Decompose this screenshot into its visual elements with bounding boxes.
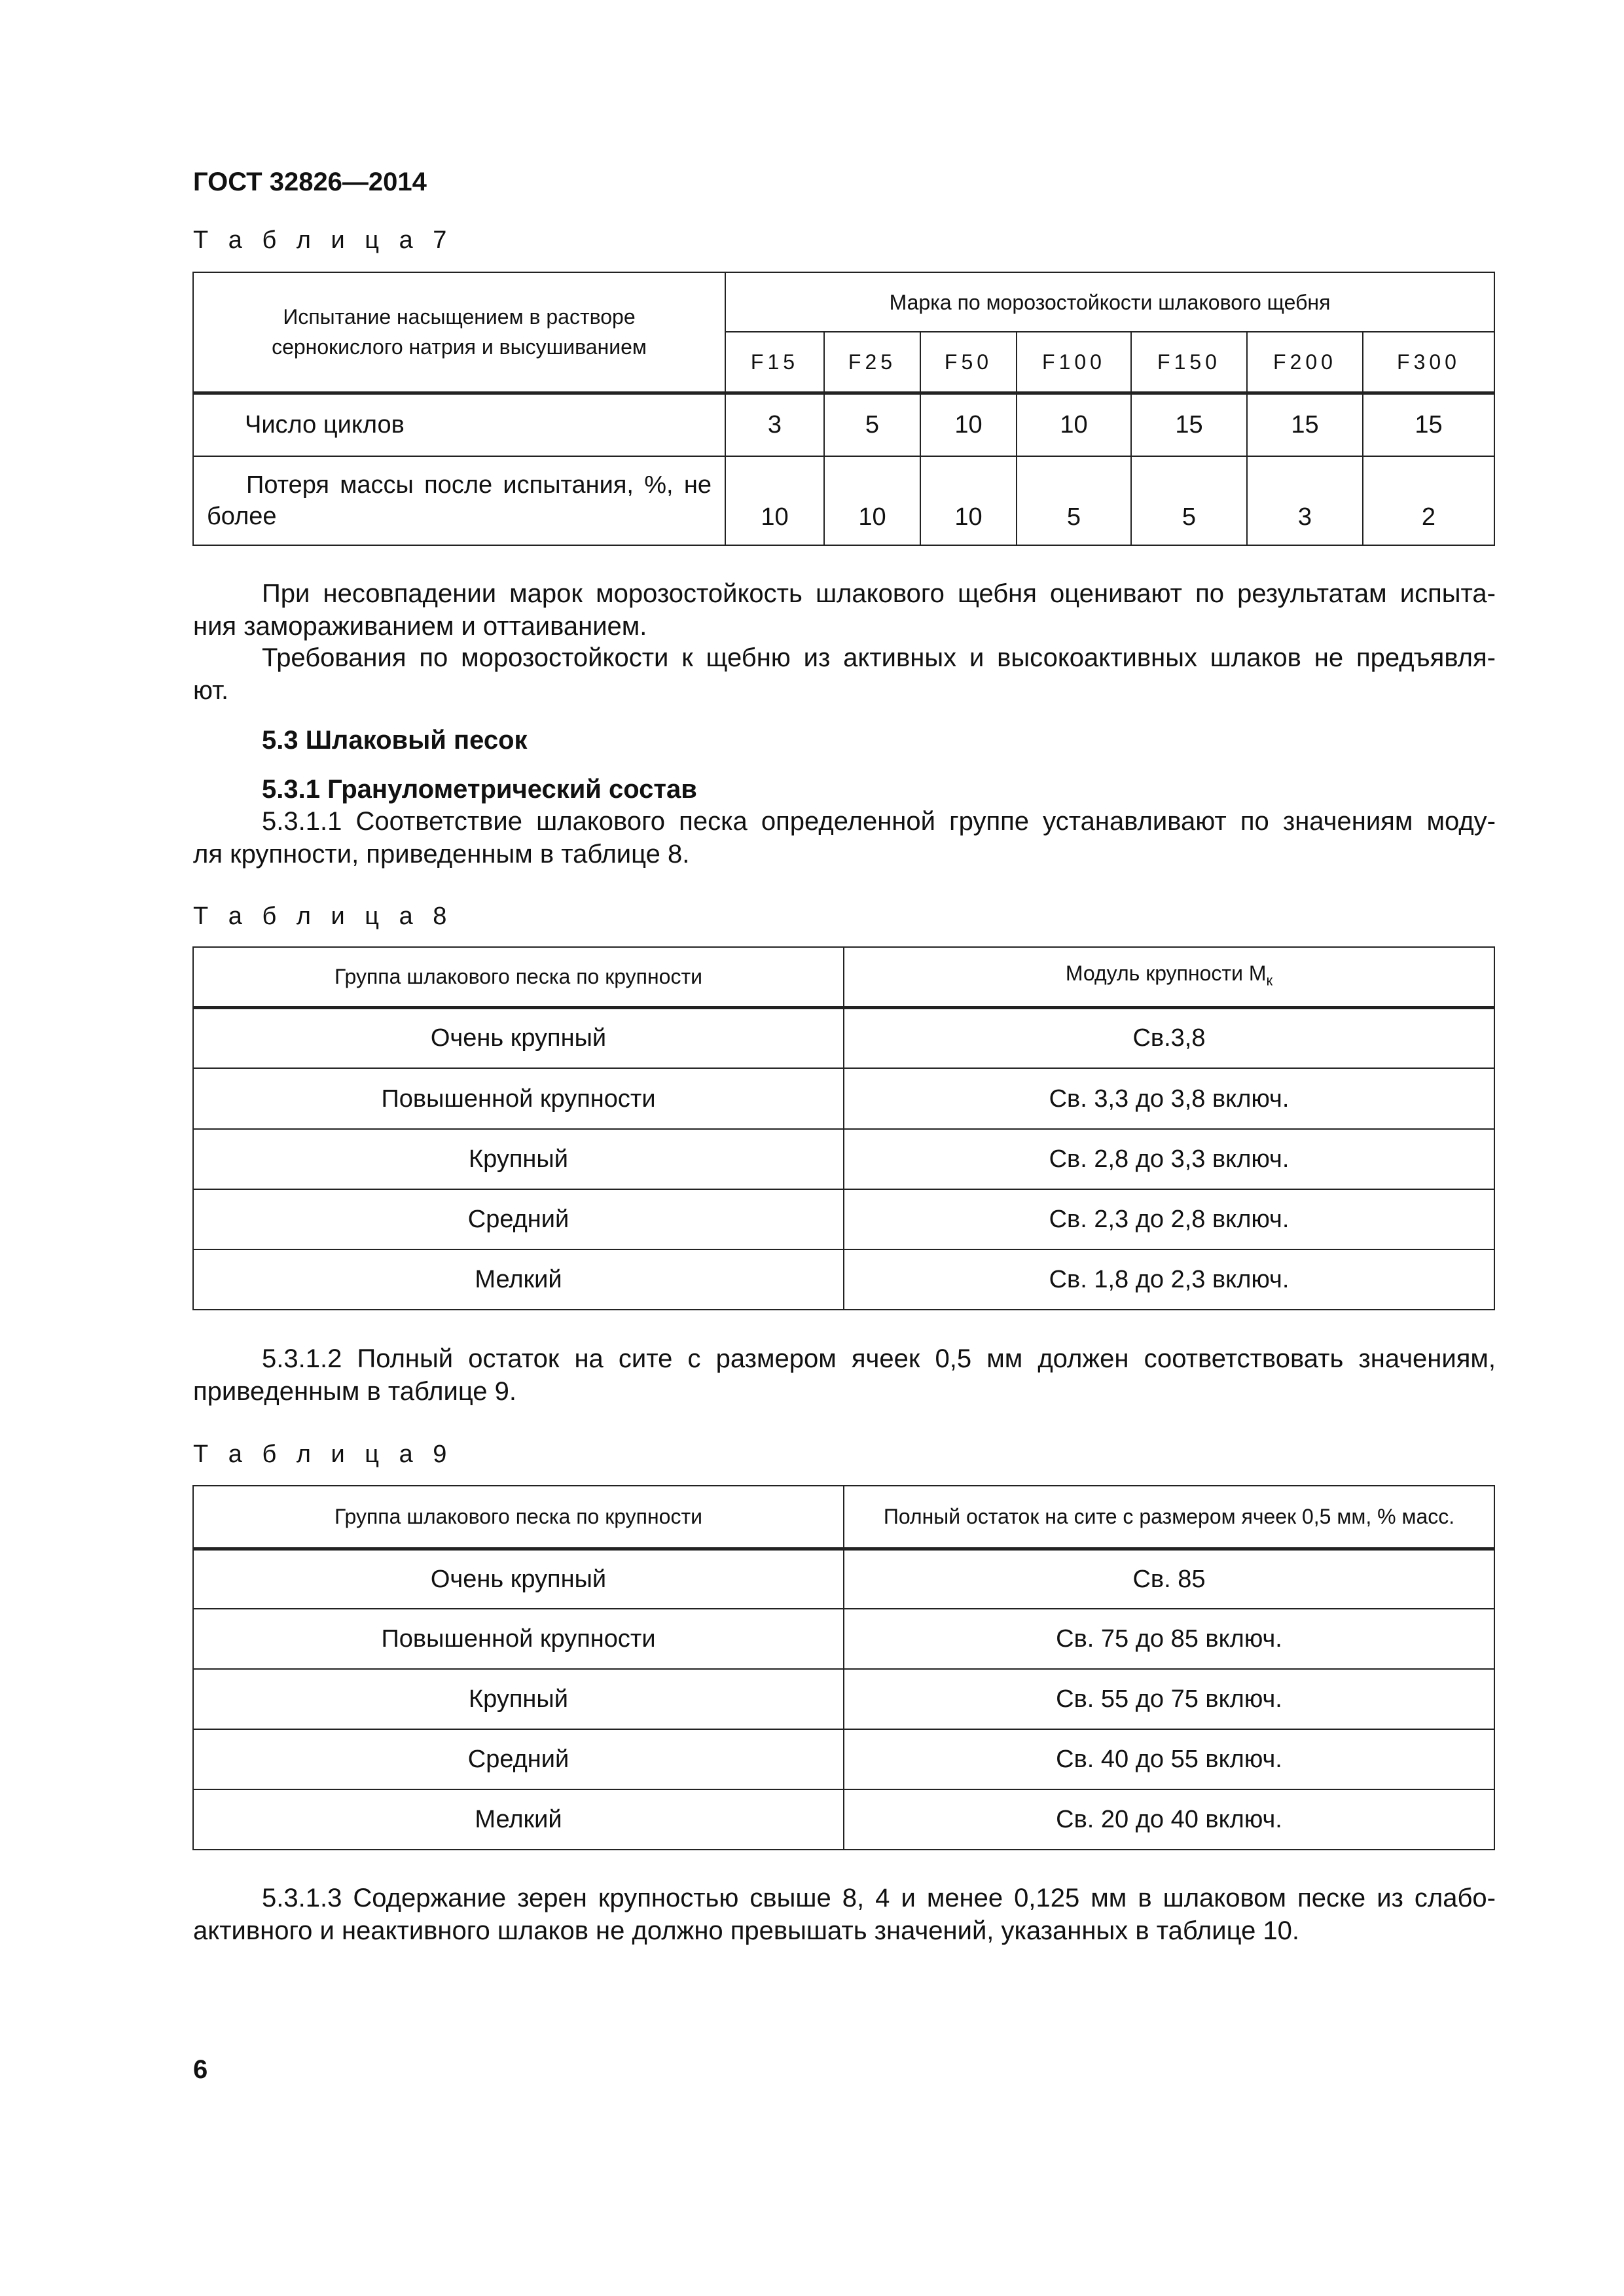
table-cell: Св.3,8 [844,1007,1494,1068]
table7-grade-header: F50 [920,332,1017,393]
table-cell: Св. 75 до 85 включ. [844,1609,1494,1669]
table-row [193,1189,1494,1249]
table-row [193,1549,1494,1609]
table-cell: 10 [1017,393,1131,456]
table-cell: Св. 40 до 55 включ. [844,1729,1494,1789]
table7-grade-header: F150 [1131,332,1247,393]
table-cell: 10 [725,456,824,545]
table-cell: 15 [1363,393,1494,456]
table-cell: Средний [193,1189,844,1249]
paragraph-requirements [193,641,1496,707]
paragraph-mismatch [193,577,1496,643]
table-row [193,456,1494,545]
table9-header-group: Группа шлакового песка по крупности [193,1486,844,1549]
table-cell: Средний [193,1729,844,1789]
table-cell: 2 [1363,456,1494,545]
paragraph-line: 5.3.1.2 Полный остаток на сите с размером ячеек 0,5 мм должен соответствовать значениям, [262,1344,1496,1373]
paragraph-line: ния замораживанием и оттаиванием. [193,612,647,641]
table-row [193,1068,1494,1129]
table-row [193,1669,1494,1729]
table7-corner-header-line1: Испытание насыщением в растворе [283,305,636,329]
table-cell: 3 [725,393,824,456]
table-cell: 5 [1131,456,1247,545]
table7-group-header: Марка по морозостойкости шлакового щебня [725,272,1494,332]
table-row [193,1249,1494,1310]
table-cell: Крупный [193,1669,844,1729]
table-cell: Очень крупный [193,1549,844,1609]
table7-corner-header-line2: сернокислого натрия и высушиванием [272,335,647,359]
table-cell: 15 [1247,393,1363,456]
table7-grade-header: F200 [1247,332,1363,393]
section-heading-5-3: 5.3 Шлаковый песок [262,726,528,755]
table-row [193,1789,1494,1850]
table-row [193,1007,1494,1068]
table-row [193,1609,1494,1669]
table8-header-modulus [844,947,1494,1007]
table-cell: 15 [1131,393,1247,456]
document-code: ГОСТ 32826—2014 [193,168,427,196]
table-cell: 10 [920,456,1017,545]
paragraph-5-3-1-3 [193,1882,1496,1947]
paragraph-5-3-1-2 [193,1342,1496,1408]
paragraph-line: 5.3.1.3 Содержание зерен крупностью свыше 8, 4 и менее 0,125 мм в шлаковом песке из слабо- [262,1884,1496,1912]
paragraph-line: активного и неактивного шлаков не должно превышать значений, указанных в таблице 10. [193,1916,1300,1945]
table7-row-label-line1: Потеря массы после испытания, %, не [246,471,712,499]
paragraph-line: ля крупности, приведенным в таблице 8. [193,840,690,869]
table7-row-label-line2: более [207,503,277,530]
table7-caption: Т а б л и ц а 7 [193,226,454,254]
table8-caption: Т а б л и ц а 8 [193,903,454,930]
paragraph-line: Требования по морозостойкости к щебню из активных и высокоактивных шлаков не предъявля- [262,643,1496,672]
table-cell: Мелкий [193,1789,844,1850]
table9 [192,1485,1495,1850]
table-cell: Св. 1,8 до 2,3 включ. [844,1249,1494,1310]
table-row [193,393,1494,456]
table-cell: Св. 85 [844,1549,1494,1609]
paragraph-line: При несовпадении марок морозостойкость шлакового щебня оценивают по результатам испыта- [262,579,1496,608]
paragraph-line: 5.3.1.1 Соответствие шлакового песка определенной группе устанавливают по значениям моду- [262,807,1496,836]
table7-grade-header: F25 [824,332,920,393]
table8 [192,946,1495,1310]
table-cell: Крупный [193,1129,844,1189]
table-cell: Св. 20 до 40 включ. [844,1789,1494,1850]
table-row [193,1129,1494,1189]
section-heading-5-3-1: 5.3.1 Гранулометрический состав [262,775,697,804]
table-cell: Повышенной крупности [193,1609,844,1669]
paragraph-5-3-1-1 [193,805,1496,870]
table-cell: Св. 3,3 до 3,8 включ. [844,1068,1494,1129]
table9-header-residue: Полный остаток на сите с размером ячеек 0,5 мм, % масс. [844,1486,1494,1549]
table-cell: 5 [1017,456,1131,545]
table7-grade-header: F300 [1363,332,1494,393]
table7-grade-header: F100 [1017,332,1131,393]
table7-corner-header [193,272,725,393]
table7-grade-header: F15 [725,332,824,393]
table7 [192,272,1495,546]
paragraph-line: ют. [193,676,229,705]
page-number: 6 [193,2055,208,2084]
table-cell: 10 [920,393,1017,456]
table-row [193,1729,1494,1789]
table7-row-label [193,456,725,545]
table7-row-label: Число циклов [193,393,725,456]
table-cell: Св. 2,8 до 3,3 включ. [844,1129,1494,1189]
table9-caption: Т а б л и ц а 9 [193,1441,454,1468]
table-cell: Мелкий [193,1249,844,1310]
table-cell: 5 [824,393,920,456]
paragraph-line: приведенным в таблице 9. [193,1377,517,1406]
table-cell: Св. 55 до 75 включ. [844,1669,1494,1729]
table-cell: Св. 2,3 до 2,8 включ. [844,1189,1494,1249]
table-cell: Очень крупный [193,1007,844,1068]
table-cell: 10 [824,456,920,545]
table8-header-modulus-text: Модуль крупности М [1065,961,1267,985]
table8-header-group: Группа шлакового песка по крупности [193,947,844,1007]
table-cell: 3 [1247,456,1363,545]
table8-header-modulus-subscript: к [1266,971,1273,988]
table-cell: Повышенной крупности [193,1068,844,1129]
